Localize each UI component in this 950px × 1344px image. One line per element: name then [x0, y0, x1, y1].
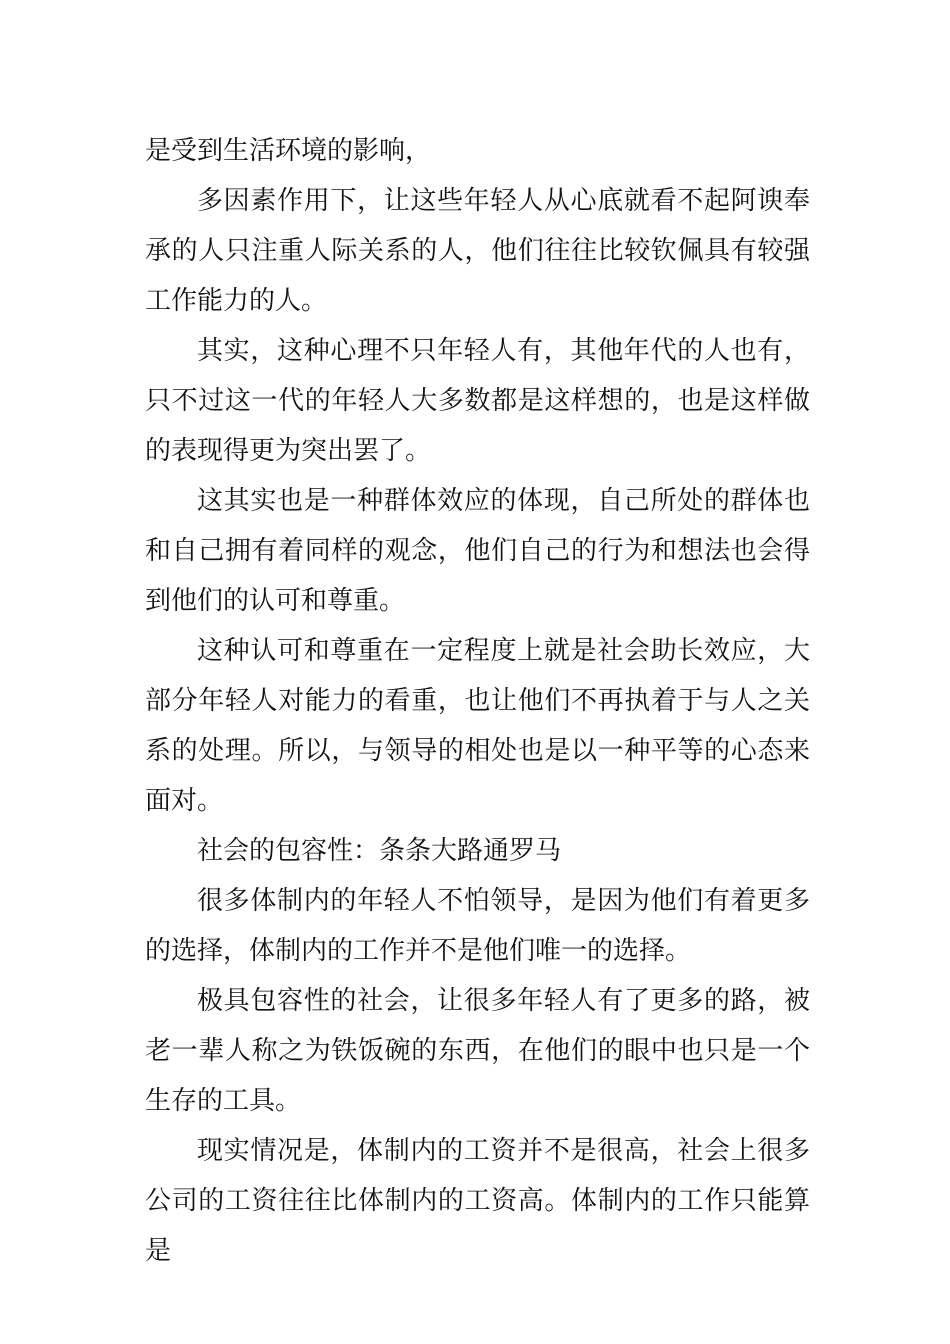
section-heading: 社会的包容性：条条大路通罗马	[197, 836, 562, 866]
document-body	[145, 126, 810, 1276]
paragraph: 很多体制内的年轻人不怕领导，是因为他们有着更多的选择，体制内的工作并不是他们唯一的选择。	[145, 886, 810, 966]
paragraph: 这种认可和尊重在一定程度上就是社会助长效应，大部分年轻人对能力的看重，也让他们不再执着于与人之关系的处理。所以，与领导的相处也是以一种平等的心态来面对。	[145, 636, 810, 816]
paragraph: 极具包容性的社会，让很多年轻人有了更多的路，被老一辈人称之为铁饭碗的东西，在他们的眼中也只是一个生存的工具。	[145, 986, 810, 1116]
paragraph: 其实，这种心理不只年轻人有，其他年代的人也有，只不过这一代的年轻人大多数都是这样想的，也是这样做的表现得更为突出罢了。	[145, 336, 810, 466]
paragraph-continuation: 是受到生活环境的影响，	[145, 136, 432, 166]
paragraph: 现实情况是，体制内的工资并不是很高，社会上很多公司的工资往往比体制内的工资高。体制内的工作只能算是	[145, 1136, 810, 1266]
paragraph: 多因素作用下，让这些年轻人从心底就看不起阿谀奉承的人只注重人际关系的人，他们往往比较钦佩具有较强工作能力的人。	[145, 186, 810, 316]
paragraph: 这其实也是一种群体效应的体现，自己所处的群体也和自己拥有着同样的观念，他们自己的行为和想法也会得到他们的认可和尊重。	[145, 486, 810, 616]
